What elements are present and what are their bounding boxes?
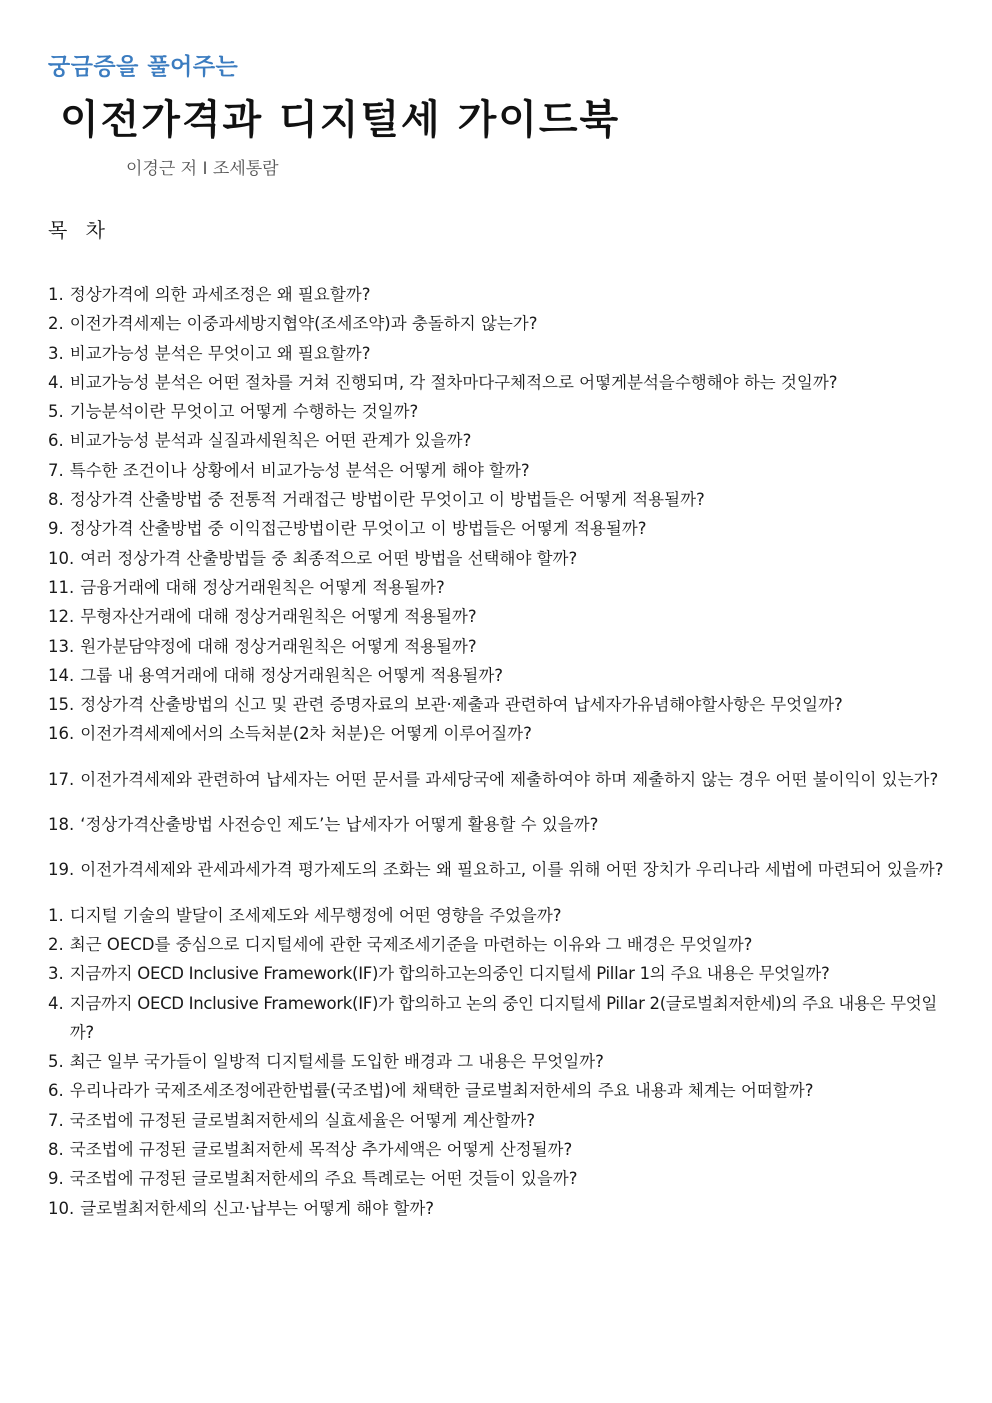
toc-item-number: 2. xyxy=(48,314,64,334)
toc-part-1 xyxy=(48,280,948,749)
toc-item xyxy=(48,514,948,543)
book-subtitle: 궁금증을 풀어주는 xyxy=(48,54,239,80)
toc-item xyxy=(48,930,948,959)
toc-item-text: 국조법에 규정된 글로벌최저한세의 주요 특례로는 어떤 것들이 있을까? xyxy=(69,1169,578,1189)
toc-item-number: 15. xyxy=(48,695,75,715)
toc-item-number: 7. xyxy=(48,460,64,480)
toc-item xyxy=(48,810,948,839)
toc-item xyxy=(48,456,948,485)
toc-item-number: 4. xyxy=(48,372,64,392)
toc-item-text: 디지털 기술의 발달이 조세제도와 세무행정에 어떤 영향을 주었을까? xyxy=(69,905,562,925)
toc-item-number: 6. xyxy=(48,431,64,451)
toc-item-text: 국조법에 규정된 글로벌최저한세 목적상 추가세액은 어떻게 산정될까? xyxy=(69,1140,573,1160)
toc-item xyxy=(48,1135,948,1164)
toc-item-text: 지금까지 OECD Inclusive Framework(IF)가 합의하고 논의 중인 디지털세 Pillar 2(글로벌최저한세)의 주요 내용은 무엇일까? xyxy=(69,993,938,1042)
toc-item-number: 8. xyxy=(48,1140,64,1160)
toc-item-text: 국조법에 규정된 글로벌최저한세의 실효세율은 어떻게 계산할까? xyxy=(69,1110,536,1130)
toc-part-2 xyxy=(48,901,948,1223)
toc-item-number: 18. xyxy=(48,815,75,835)
toc-item-number: 10. xyxy=(48,548,75,568)
toc-item-text: 글로벌최저한세의 신고·납부는 어떻게 해야 할까? xyxy=(80,1198,435,1218)
toc-item-text: 기능분석이란 무엇이고 어떻게 수행하는 것일까? xyxy=(69,402,419,422)
toc-item-number: 9. xyxy=(48,1169,64,1189)
toc-heading: 목 차 xyxy=(48,218,111,242)
toc-item-text: 금융거래에 대해 정상거래원칙은 어떻게 적용될까? xyxy=(80,577,445,597)
toc-item-text: 그룹 내 용역거래에 대해 정상거래원칙은 어떻게 적용될까? xyxy=(80,665,504,685)
toc-item-number: 3. xyxy=(48,964,64,984)
toc-item xyxy=(48,661,948,690)
toc-item-text: 비교가능성 분석은 무엇이고 왜 필요할까? xyxy=(69,343,371,363)
toc-item-text: 이전가격세제에서의 소득처분(2차 처분)은 어떻게 이루어질까? xyxy=(80,724,532,744)
toc-item-number: 5. xyxy=(48,1052,64,1072)
toc-item xyxy=(48,1047,948,1076)
toc-item xyxy=(48,485,948,514)
toc-item-text: 정상가격 산출방법 중 전통적 거래접근 방법이란 무엇이고 이 방법들은 어떻게 적용될까? xyxy=(69,490,705,510)
toc-item xyxy=(48,765,948,794)
toc-item-number: 17. xyxy=(48,769,75,789)
toc-item-number: 3. xyxy=(48,343,64,363)
toc-item-text: 최근 일부 국가들이 일방적 디지털세를 도입한 배경과 그 내용은 무엇일까? xyxy=(69,1052,604,1072)
toc-item-number: 10. xyxy=(48,1198,75,1218)
toc-item xyxy=(48,901,948,930)
toc-item xyxy=(48,1194,948,1223)
toc-item-number: 9. xyxy=(48,519,64,539)
toc-item-number: 6. xyxy=(48,1081,64,1101)
toc-item xyxy=(48,959,948,988)
toc-item xyxy=(48,632,948,661)
toc-item-text: 특수한 조건이나 상황에서 비교가능성 분석은 어떻게 해야 할까? xyxy=(69,460,530,480)
toc-item-text: 무형자산거래에 대해 정상거래원칙은 어떻게 적용될까? xyxy=(80,607,477,627)
toc-item-number: 13. xyxy=(48,636,75,656)
toc-item xyxy=(48,573,948,602)
toc-item xyxy=(48,989,948,1048)
toc-item xyxy=(48,544,948,573)
toc-item-text: 정상가격에 의한 과세조정은 왜 필요할까? xyxy=(69,285,371,304)
toc-item-number: 8. xyxy=(48,490,64,510)
toc-item-text: 정상가격 산출방법 중 이익접근방법이란 무엇이고 이 방법들은 어떻게 적용될까? xyxy=(69,519,647,539)
toc-item-text: 이전가격세제와 관세과세가격 평가제도의 조화는 왜 필요하고, 이를 위해 어떤 장치가 우리나라 세법에 마련되어 있을까? xyxy=(80,860,944,880)
toc-list xyxy=(48,280,948,1223)
toc-item xyxy=(48,1076,948,1105)
toc-item-number: 11. xyxy=(48,577,75,597)
toc-item-number: 16. xyxy=(48,724,75,744)
toc-item-text: 비교가능성 분석은 어떤 절차를 거쳐 진행되며, 각 절차마다구체적으로 어떻게분석을수행해야 하는 것일까? xyxy=(69,372,838,392)
toc-item xyxy=(48,397,948,426)
toc-item xyxy=(48,602,948,631)
toc-item xyxy=(48,690,948,719)
toc-item-number: 4. xyxy=(48,993,64,1013)
toc-item-text: 비교가능성 분석과 실질과세원칙은 어떤 관계가 있을까? xyxy=(69,431,472,451)
toc-item-text: 정상가격 산출방법의 신고 및 관련 증명자료의 보관·제출과 관련하여 납세자가유념해야할사항은 무엇일까? xyxy=(80,695,843,715)
toc-item xyxy=(48,309,948,338)
toc-item-number: 1. xyxy=(48,905,64,925)
toc-item xyxy=(48,368,948,397)
toc-item xyxy=(48,855,948,884)
toc-item-number: 12. xyxy=(48,607,75,627)
toc-item-text: 최근 OECD를 중심으로 디지털세에 관한 국제조세기준을 마련하는 이유와 그 배경은 무엇일까? xyxy=(69,934,753,954)
toc-item xyxy=(48,280,948,309)
toc-item-number: 14. xyxy=(48,665,75,685)
toc-item xyxy=(48,1106,948,1135)
toc-item-number: 2. xyxy=(48,934,64,954)
toc-item xyxy=(48,426,948,455)
toc-item-text: 이전가격세제와 관련하여 납세자는 어떤 문서를 과세당국에 제출하여야 하며 제출하지 않는 경우 어떤 불이익이 있는가? xyxy=(80,769,939,789)
toc-item xyxy=(48,339,948,368)
book-author: 이경근 저 I 조세통람 xyxy=(126,159,279,179)
toc-item-text: 원가분담약정에 대해 정상거래원칙은 어떻게 적용될까? xyxy=(80,636,477,656)
toc-item xyxy=(48,719,948,748)
toc-item-number: 19. xyxy=(48,860,75,880)
toc-item-text: ‘정상가격산출방법 사전승인 제도’는 납세자가 어떻게 활용할 수 있을까? xyxy=(80,815,599,835)
toc-item-number: 7. xyxy=(48,1110,64,1130)
book-title: 이전가격과 디지털세 가이드북 xyxy=(60,97,621,143)
toc-item-text: 우리나라가 국제조세조정에관한법률(국조법)에 채택한 글로벌최저한세의 주요 내용과 체계는 어떠할까? xyxy=(69,1081,814,1101)
toc-item-number: 1. xyxy=(48,285,64,304)
toc-item xyxy=(48,1164,948,1193)
toc-item-text: 여러 정상가격 산출방법들 중 최종적으로 어떤 방법을 선택해야 할까? xyxy=(80,548,578,568)
toc-item-text: 이전가격세제는 이중과세방지협약(조세조약)과 충돌하지 않는가? xyxy=(69,314,538,334)
toc-item-text: 지금까지 OECD Inclusive Framework(IF)가 합의하고논의중인 디지털세 Pillar 1의 주요 내용은 무엇일까? xyxy=(69,964,830,984)
toc-item-number: 5. xyxy=(48,402,64,422)
